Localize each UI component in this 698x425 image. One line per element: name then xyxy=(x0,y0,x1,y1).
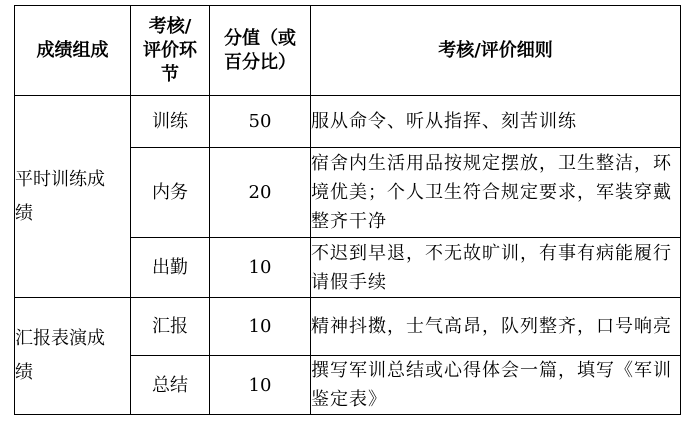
component-text: 汇报表演成绩 xyxy=(15,328,105,383)
header-row xyxy=(15,6,681,96)
component-text: 平时训练成绩 xyxy=(15,168,105,224)
rule-cell: 精神抖擞，士气高昂，队列整齐，口号响亮 xyxy=(311,298,681,356)
link-cell: 出勤 xyxy=(131,238,210,298)
header-component: 成绩组成 xyxy=(15,6,131,96)
score-cell: 10 xyxy=(210,356,311,415)
header-score xyxy=(210,6,311,96)
component-cell xyxy=(15,96,131,298)
rule-cell: 服从命令、听从指挥、刻苦训练 xyxy=(311,96,681,148)
header-rules: 考核/评价细则 xyxy=(311,6,681,96)
link-cell: 总结 xyxy=(131,356,210,415)
grading-table xyxy=(14,5,681,415)
header-link-text: 考核/评价环节 xyxy=(143,15,197,85)
score-cell: 20 xyxy=(210,148,311,238)
link-cell: 汇报 xyxy=(131,298,210,356)
link-cell: 内务 xyxy=(131,148,210,238)
link-cell: 训练 xyxy=(131,96,210,148)
rule-cell: 不迟到早退，不无故旷训，有事有病能履行请假手续 xyxy=(311,238,681,298)
score-cell: 50 xyxy=(210,96,311,148)
component-cell xyxy=(15,298,131,415)
table-row xyxy=(15,298,681,356)
header-score-text: 分值（或百分比） xyxy=(224,27,296,73)
score-cell: 10 xyxy=(210,298,311,356)
score-cell: 10 xyxy=(210,238,311,298)
rule-cell: 宿舍内生活用品按规定摆放，卫生整洁，环境优美；个人卫生符合规定要求，军装穿戴整齐干净 xyxy=(311,148,681,238)
table-row xyxy=(15,96,681,148)
header-link xyxy=(131,6,210,96)
rule-cell: 撰写军训总结或心得体会一篇，填写《军训鉴定表》 xyxy=(311,356,681,415)
